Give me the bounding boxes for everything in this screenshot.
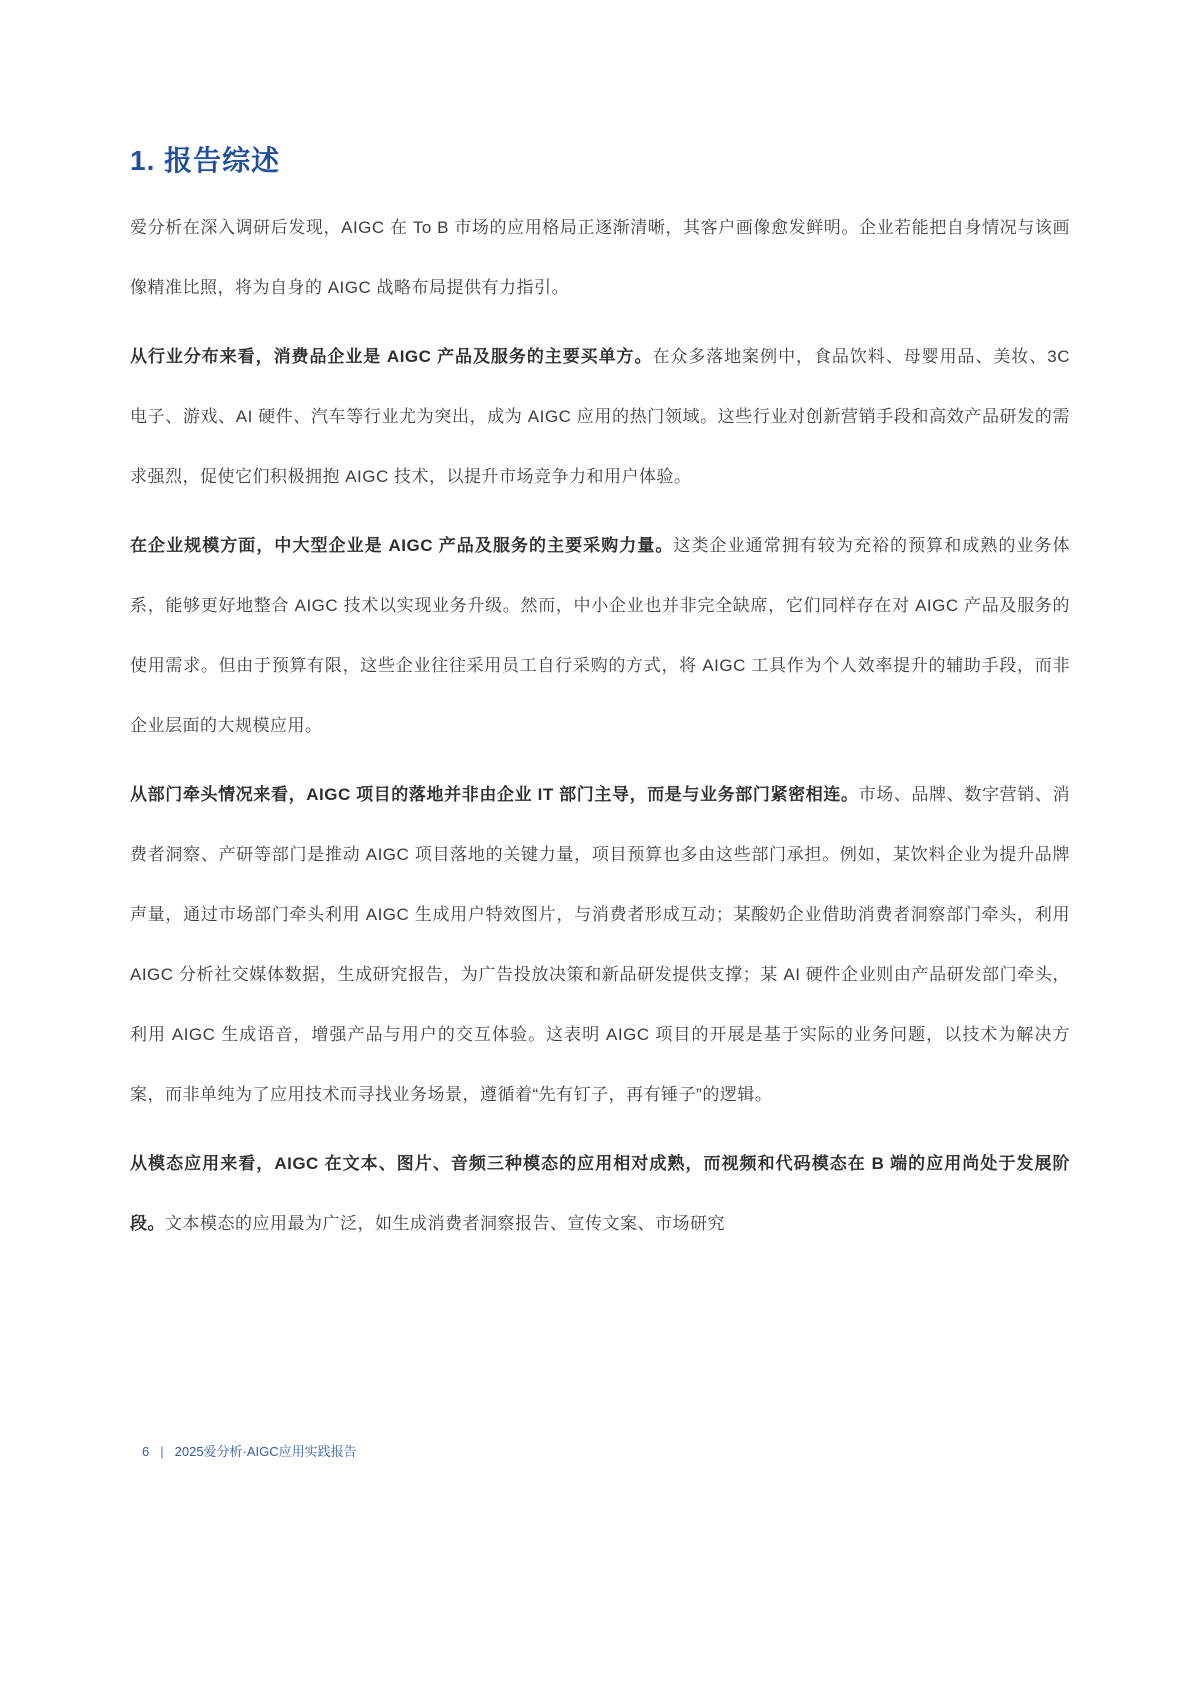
paragraph-text: 文本模态的应用最为广泛，如生成消费者洞察报告、宣传文案、市场研究 xyxy=(165,1214,725,1233)
paragraph xyxy=(130,198,1070,318)
footer-page-number: 6 xyxy=(142,1444,150,1459)
paragraph-text: 在众多落地案例中，食品饮料、母婴用品、美妆、3C 电子、游戏、AI 硬件、汽车等行业尤为突出，成为 AIGC 应用的热门领域。这些行业对创新营销手段和高效产品研发的需求强烈，促使它们积极拥抱 AIGC 技术，以提升市场竞争力和用户体验。 xyxy=(130,347,1071,486)
page-footer xyxy=(142,1444,357,1460)
body-content xyxy=(130,198,1070,1254)
footer-separator: | xyxy=(160,1444,164,1459)
footer-document-title: 2025爱分析·AIGC应用实践报告 xyxy=(174,1444,357,1459)
paragraph xyxy=(130,327,1070,507)
section-heading: 1. 报告综述 xyxy=(130,145,281,176)
paragraph xyxy=(130,516,1070,756)
paragraph xyxy=(130,765,1070,1125)
paragraph-lead-bold: 在企业规模方面，中大型企业是 AIGC 产品及服务的主要采购力量。 xyxy=(130,536,674,555)
paragraph-lead-bold: 从部门牵头情况来看，AIGC 项目的落地并非由企业 IT 部门主导，而是与业务部门紧密相连。 xyxy=(130,785,859,804)
paragraph-lead-bold: 从模态应用来看，AIGC 在文本、图片、音频三种模态的应用相对成熟，而视频和代码模态在 B 端的应用尚处于发展阶段。 xyxy=(130,1154,1070,1233)
paragraph-text: 爱分析在深入调研后发现，AIGC 在 To B 市场的应用格局正逐渐清晰，其客户画像愈发鲜明。企业若能把自身情况与该画像精准比照，将为自身的 AIGC 战略布局提供有力指引。 xyxy=(130,218,1070,297)
paragraph-text: 市场、品牌、数字营销、消费者洞察、产研等部门是推动 AIGC 项目落地的关键力量，项目预算也多由这些部门承担。例如，某饮料企业为提升品牌声量，通过市场部门牵头利用 AIGC 生成用户特效图片，与消费者形成互动；某酸奶企业借助消费者洞察部门牵头，利用 AIGC 分析社交媒体数据，生成研究报告，为广告投放决策和新品研发提供支撑；某 AI 硬件企业则由产品研发部门牵头，利用 AIGC 生成语音，增强产品与用户的交互体验。这表明 AIGC 项目的开展是基于实际的业务问题，以技术为解决方案，而非单纯为了应用技术而寻找业务场景，遵循着“先有钉子，再有锤子”的逻辑。 xyxy=(130,785,1070,1104)
paragraph-lead-bold: 从行业分布来看，消费品企业是 AIGC 产品及服务的主要买单方。 xyxy=(130,347,653,366)
paragraph-text: 这类企业通常拥有较为充裕的预算和成熟的业务体系，能够更好地整合 AIGC 技术以实现业务升级。然而，中小企业也并非完全缺席，它们同样存在对 AIGC 产品及服务的使用需求。但由于预算有限，这些企业往往采用员工自行采购的方式，将 AIGC 工具作为个人效率提升的辅助手段，而非企业层面的大规模应用。 xyxy=(130,536,1071,735)
paragraph xyxy=(130,1134,1070,1254)
